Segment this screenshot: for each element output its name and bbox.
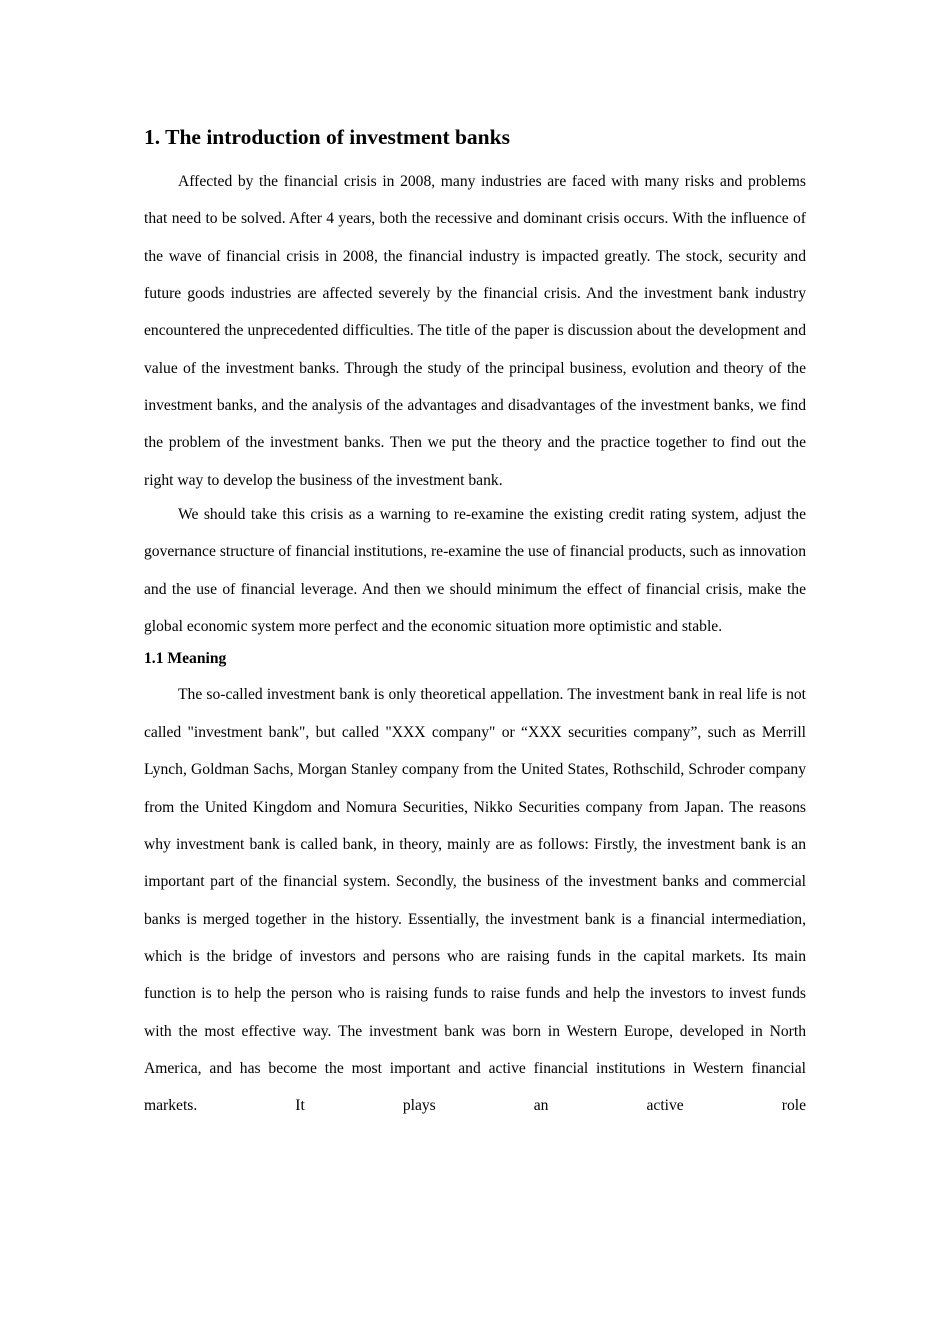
intro-paragraph-2: We should take this crisis as a warning to re-examine the existing credit rating system, adjust the governance structure of financial institutions, re-examine the use of financial products, such as innovation and the use of financial leverage. And then we should minimum the effect of financial crisis, make the global economic system more perfect and the economic situation more optimistic and stable. bbox=[144, 506, 806, 636]
meaning-paragraph: The so-called investment bank is only theoretical appellation. The investment bank in real life is not called "investment bank", but called "XXX company" or “XXX securities company”, such as Merrill Lynch, Goldman Sachs, Morgan Stanley company from the United States, Rothschild, Schroder company from the United Kingdom and Nomura Securities, Nikko Securities company from Japan. The reasons why investment bank is called bank, in theory, mainly are as follows: Firstly, the investment bank is an important part of the financial system. Secondly, the business of the investment banks and commercial banks is merged together in the history. Essentially, the investment bank is a financial intermediation, which is the bridge of investors and persons who are raising funds in the capital markets. Its main function is to help the person who is raising funds to raise funds and help the investors to invest funds with the most effective way. The investment bank was born in Western Europe, developed in North America, and has become the most important and active financial institutions in Western financial markets. It plays an active role bbox=[144, 686, 806, 1115]
document-body bbox=[144, 121, 806, 1125]
section-heading: 1. The introduction of investment banks bbox=[144, 125, 510, 149]
intro-paragraph-1: Affected by the financial crisis in 2008, many industries are faced with many risks and problems that need to be solved. After 4 years, both the recessive and dominant crisis occurs. With the influence of the wave of financial crisis in 2008, the financial industry is impacted greatly. The stock, security and future goods industries are affected severely by the financial crisis. And the investment bank industry encountered the unprecedented difficulties. The title of the paper is discussion about the development and value of the investment banks. Through the study of the principal business, evolution and theory of the investment banks, and the analysis of the advantages and disadvantages of the investment banks, we find the problem of the investment banks. Then we put the theory and the practice together to find out the right way to develop the business of the investment bank. bbox=[144, 173, 806, 489]
subsection-heading-meaning: 1.1 Meaning bbox=[144, 650, 227, 668]
